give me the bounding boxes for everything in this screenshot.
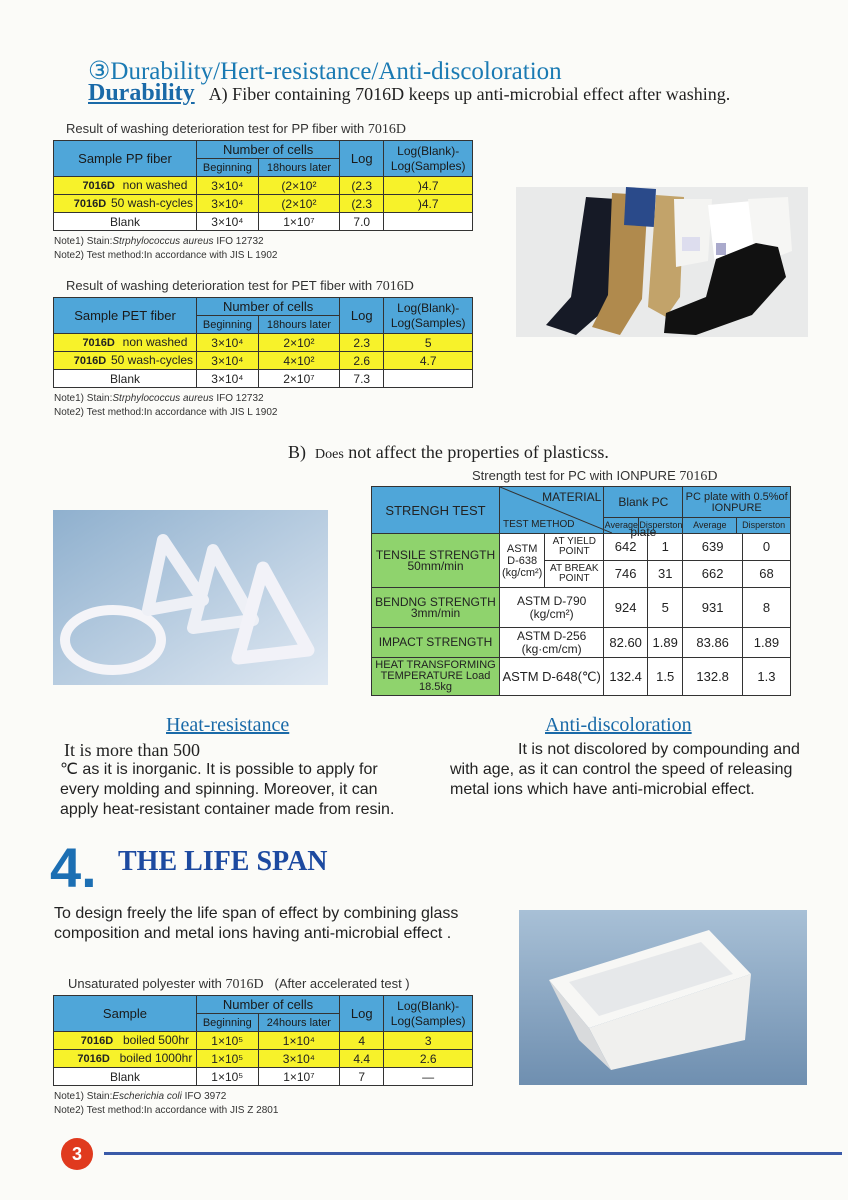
cell-beginning: 3×10⁴ — [197, 370, 259, 388]
cell-beginning: 1×10⁵ — [196, 1032, 258, 1050]
up-table — [53, 995, 473, 1086]
sample-label: boiled 1000hr — [119, 1051, 193, 1065]
test-subcondition: AT YIELD POINT — [545, 534, 604, 561]
cell-diff: 5 — [384, 334, 473, 352]
cell-ionpure-avg: 83.86 — [683, 628, 743, 658]
up-notes: Note1) Stain:Escherichia coli IFO 3972 Note2) Test method:In accordance with JIS Z 2801 — [54, 1091, 279, 1116]
cell-later: 1×10⁷ — [258, 1068, 339, 1086]
strength-table — [371, 486, 791, 696]
test-subcondition: AT BREAK POINT — [545, 561, 604, 588]
table-row — [54, 195, 473, 213]
cell-log: 7.3 — [340, 370, 384, 388]
pp-notes: Note1) Stain:Strphylococcus aureus IFO 12732 Note2) Test method:In accordance with JIS L 1902 — [54, 236, 278, 261]
up-table-caption: Unsaturated polyester with 7016D (After accelerated test ) — [68, 976, 410, 992]
table-row — [54, 1032, 473, 1050]
pet-fiber-table — [53, 297, 473, 388]
cell-ionpure-disp: 1.3 — [742, 658, 790, 696]
table-row — [54, 370, 473, 388]
table-header: 24hours later — [258, 1014, 339, 1032]
cell-later: 2×10⁷ — [258, 370, 339, 388]
sample-label: non washed — [122, 335, 188, 349]
heat-resistance-title: Heat-resistance — [166, 714, 290, 736]
cell-log: 7 — [340, 1068, 384, 1086]
cell-diff: 3 — [384, 1032, 473, 1050]
cell-diff: )4.7 — [384, 195, 473, 213]
cell-log: (2.3 — [340, 177, 384, 195]
table-row — [54, 213, 473, 231]
durability-title: Durability — [88, 80, 195, 106]
table-header: Sample PP fiber — [54, 141, 197, 177]
table-header: Sample PET fiber — [54, 298, 197, 334]
cell-log: 4 — [340, 1032, 384, 1050]
table-header: Log — [340, 298, 384, 334]
cell-beginning: 3×10⁴ — [197, 177, 259, 195]
table-header: Log(Blank)-Log(Samples) — [384, 141, 473, 177]
cell-blank-avg: 132.4 — [604, 658, 648, 696]
table-header: Sample — [54, 996, 197, 1032]
test-name: IMPACT STRENGTH — [372, 628, 500, 658]
cell-blank-disp: 31 — [648, 561, 683, 588]
plastics-heading: B) Does not affect the properties of plasticss. — [288, 442, 609, 462]
durability-description: A) Fiber containing 7016D keeps up anti-microbial effect after washing. — [208, 84, 731, 104]
sample-code: 7016D — [82, 337, 115, 349]
cell-ionpure-disp: 0 — [742, 534, 790, 561]
cell-diff — [384, 213, 473, 231]
sample-label: Blank — [54, 370, 197, 388]
cell-later: 4×10² — [258, 352, 339, 370]
table-header: Beginning — [196, 1014, 258, 1032]
table-header: Log — [340, 996, 384, 1032]
life-span-text: To design freely the life span of effect by combining glass composition and metal ions having anti-microbial effect . — [54, 905, 459, 942]
bathtub-photo — [519, 910, 807, 1085]
socks-photo — [516, 187, 808, 337]
table-row — [54, 334, 473, 352]
pet-notes: Note1) Stain:Strphylococcus aureus IFO 12732 Note2) Test method:In accordance with JIS L 1902 — [54, 393, 278, 418]
test-method: ASTM D-648(℃) — [500, 658, 604, 696]
table-header: 18hours later — [258, 316, 339, 334]
cell-log: 7.0 — [340, 213, 384, 231]
cell-later: (2×10² — [258, 195, 339, 213]
table-row — [54, 1068, 473, 1086]
footer-rule — [104, 1152, 842, 1155]
life-span-title: THE LIFE SPAN — [118, 846, 328, 877]
sample-label: 50 wash-cycles — [111, 196, 194, 210]
table-row — [372, 628, 791, 658]
table-header: Log(Blank)-Log(Samples) — [384, 298, 473, 334]
page-number-badge: 3 — [61, 1138, 93, 1170]
cell-diff — [384, 370, 473, 388]
table-header: 18hours later — [258, 159, 339, 177]
table-row — [372, 534, 791, 561]
pp-table-caption: Result of washing deterioration test for PP fiber with 7016D — [66, 121, 406, 137]
table-header: Beginning — [197, 159, 259, 177]
table-header: Number of cells — [197, 141, 340, 159]
sample-label: Blank — [54, 1068, 197, 1086]
table-header: Blank PC plate Average Disperston — [604, 487, 683, 534]
table-header: Number of cells — [196, 996, 339, 1014]
cell-ionpure-avg: 931 — [683, 588, 743, 628]
table-header: Log(Blank)-Log(Samples) — [384, 996, 473, 1032]
cell-beginning: 3×10⁴ — [197, 195, 259, 213]
cell-later: 1×10⁷ — [258, 213, 339, 231]
sample-code: 7016D — [80, 1035, 114, 1047]
cell-blank-disp: 1 — [648, 534, 683, 561]
cell-blank-avg: 924 — [604, 588, 648, 628]
cell-beginning: 3×10⁴ — [197, 334, 259, 352]
sample-code: 7016D — [82, 180, 115, 192]
cell-later: (2×10² — [258, 177, 339, 195]
sample-label: 50 wash-cycles — [111, 353, 194, 367]
test-name: BENDNG STRENGTH 3mm/min — [372, 588, 500, 628]
cell-beginning: 1×10⁵ — [196, 1068, 258, 1086]
cell-later: 3×10⁴ — [258, 1050, 339, 1068]
table-row — [54, 1050, 473, 1068]
cell-ionpure-disp: 1.89 — [742, 628, 790, 658]
cell-blank-avg: 746 — [604, 561, 648, 588]
pp-fiber-table — [53, 140, 473, 231]
cell-log: 2.3 — [340, 334, 384, 352]
table-header: PC plate with 0.5%of IONPURE Average Disperston — [683, 487, 791, 534]
cell-diff: 4.7 — [384, 352, 473, 370]
strength-table-caption: Strength test for PC with IONPURE 7016D — [472, 468, 718, 484]
cell-ionpure-disp: 68 — [742, 561, 790, 588]
sample-label: Blank — [54, 213, 197, 231]
sample-code: 7016D — [73, 355, 107, 367]
durability-line — [88, 80, 730, 107]
cell-blank-disp: 1.89 — [648, 628, 683, 658]
cell-blank-disp: 5 — [648, 588, 683, 628]
cell-later: 1×10⁴ — [258, 1032, 339, 1050]
plastic-parts-photo — [53, 510, 328, 685]
sample-code: 7016D — [77, 1053, 110, 1065]
sample-label: boiled 500hr — [122, 1033, 189, 1047]
section-heading: ③Durability/Hert-resistance/Anti-discoloration — [88, 58, 562, 85]
cell-ionpure-avg: 132.8 — [683, 658, 743, 696]
cell-ionpure-disp: 8 — [742, 588, 790, 628]
cell-ionpure-avg: 639 — [683, 534, 743, 561]
sample-label: non washed — [122, 178, 188, 192]
cell-blank-disp: 1.5 — [648, 658, 683, 696]
cell-ionpure-avg: 662 — [683, 561, 743, 588]
table-header: Number of cells — [197, 298, 340, 316]
cell-diff: )4.7 — [384, 177, 473, 195]
test-name: HEAT TRANSFORMING TEMPERATURE Load 18.5kg — [372, 658, 500, 696]
anti-discoloration-text: It is not discolored by compounding and with age, as it can control the speed of releasing metal ions which have anti-microbial effect. — [450, 741, 800, 798]
test-method: ASTM D-638 (kg/cm²) — [500, 534, 545, 588]
test-name: TENSILE STRENGTH 50mm/min — [372, 534, 500, 588]
table-row — [54, 177, 473, 195]
sample-code: 7016D — [73, 198, 107, 210]
pet-table-caption: Result of washing deterioration test for PET fiber with 7016D — [66, 278, 414, 294]
table-header: STRENGH TEST — [372, 487, 500, 534]
cell-diff: — — [384, 1068, 473, 1086]
heat-resistance-line1: It is more than 500 — [64, 740, 200, 760]
table-row — [372, 658, 791, 696]
table-header-diagonal: MATERIAL TEST METHOD — [500, 487, 604, 534]
cell-beginning: 3×10⁴ — [197, 213, 259, 231]
table-row — [54, 352, 473, 370]
anti-discoloration-title: Anti-discoloration — [545, 714, 692, 736]
cell-blank-avg: 82.60 — [604, 628, 648, 658]
table-header: Log — [340, 141, 384, 177]
table-row — [372, 588, 791, 628]
cell-beginning: 3×10⁴ — [197, 352, 259, 370]
test-method: ASTM D-256 (kg·cm/cm) — [500, 628, 604, 658]
cell-log: 4.4 — [340, 1050, 384, 1068]
test-method: ASTM D-790 (kg/cm²) — [500, 588, 604, 628]
cell-diff: 2.6 — [384, 1050, 473, 1068]
cell-log: (2.3 — [340, 195, 384, 213]
cell-log: 2.6 — [340, 352, 384, 370]
table-header: Beginning — [197, 316, 259, 334]
cell-later: 2×10² — [258, 334, 339, 352]
cell-blank-avg: 642 — [604, 534, 648, 561]
section-number: 4. — [50, 836, 97, 899]
cell-beginning: 1×10⁵ — [196, 1050, 258, 1068]
heat-resistance-text: ℃ as it is inorganic. It is possible to apply for every molding and spinning. Moreover, it can apply heat-resistant container made from resin. — [60, 761, 395, 818]
